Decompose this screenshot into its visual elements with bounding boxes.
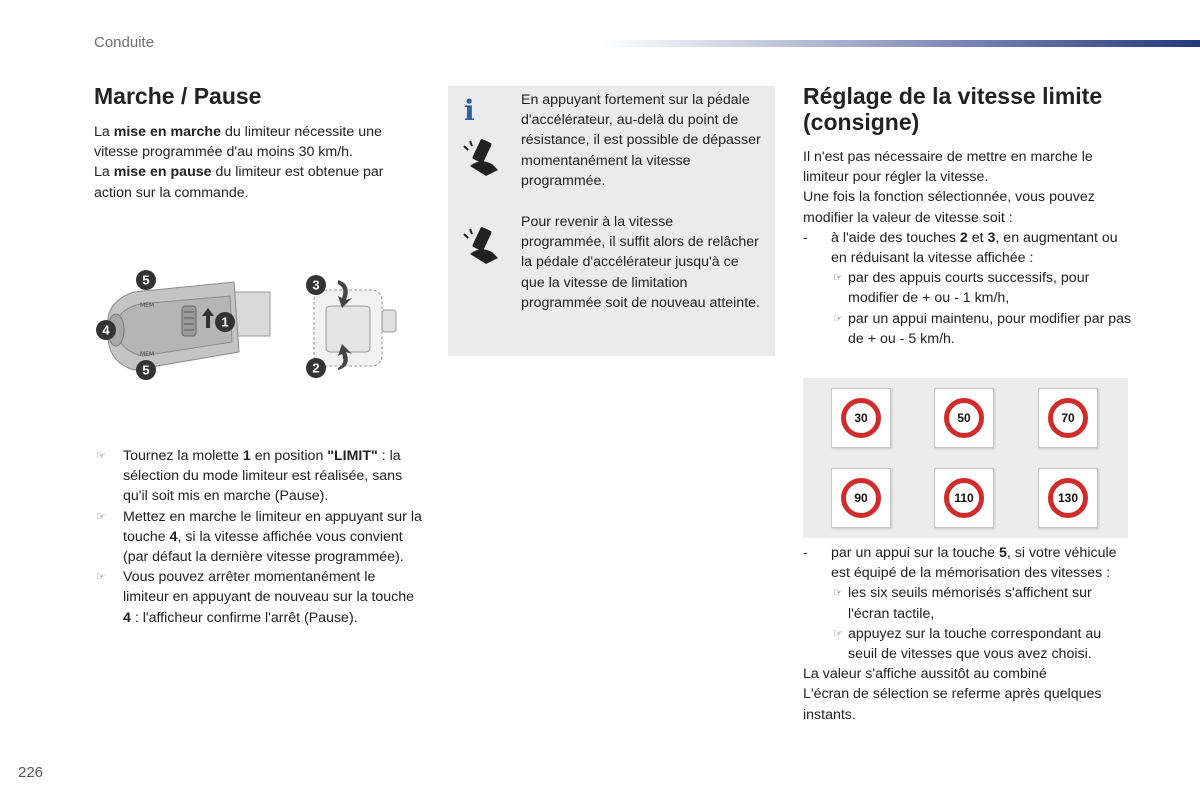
- svg-text:MEM: MEM: [140, 351, 155, 358]
- pedal-press-icon: [462, 136, 506, 180]
- option-touches: - à l'aide des touches 2 et 3, en augmentant ou en réduisant la vitesse affichée :: [803, 229, 1118, 267]
- step-item: ☞ Tournez la molette 1 en position "LIMIT" : la sélection du mode limiteur est réalisée, sans qu'il soit mis en marche (Pause).: [96, 448, 403, 505]
- pointing-hand-icon: ☞: [833, 312, 843, 325]
- intro-line-1: La mise en marche du limiteur nécessite une vitesse programmée d'au moins 30 km/h.: [94, 124, 382, 161]
- info-box: [448, 86, 775, 356]
- svg-text:MEM: MEM: [140, 302, 155, 309]
- speed-tile-90[interactable]: [831, 468, 891, 528]
- speed-tile-130[interactable]: [1038, 468, 1098, 528]
- callout-3: 3: [312, 277, 320, 293]
- callout-badge: [306, 275, 326, 295]
- speed-tile-70[interactable]: [1038, 388, 1098, 448]
- outro-line-2: L'écran de sélection se referme après quelques instants.: [803, 686, 1102, 723]
- intro-line-2: La mise en pause du limiteur est obtenue par action sur la commande.: [94, 164, 384, 201]
- step-item: ☞ Mettez en marche le limiteur en appuyant sur la touche 4, si la vitesse affichée vous convient (par défaut la dernière vitesse programmée).: [96, 508, 422, 566]
- steering-control-illustration: [94, 266, 409, 386]
- option-memorisation: - par un appui sur la touche 5, si votre véhicule est équipé de la mémorisation des vitesses :: [803, 545, 1117, 582]
- marche-pause-title: Marche / Pause: [94, 83, 262, 109]
- step-item: ☞ Vous pouvez arrêter momentanément le limiteur en appuyant de nouveau sur la touche 4 : l'afficheur confirme l'arrêt (Pause).: [96, 569, 415, 626]
- callout-badge: [136, 270, 156, 290]
- speed-limit-sign-icon: 30: [841, 398, 881, 438]
- pointing-hand-icon: ☞: [96, 571, 106, 584]
- speed-limit-sign-icon: 50: [944, 398, 984, 438]
- speed-tile-50[interactable]: [934, 388, 994, 448]
- sub-step-item: ☞ par un appui maintenu, pour modifier par pas de + ou - 5 km/h.: [833, 310, 1132, 347]
- pointing-hand-icon: ☞: [96, 450, 106, 462]
- reglage-intro: [803, 147, 1133, 349]
- info-icon: i: [464, 94, 475, 127]
- speed-limit-sign-icon: 110: [944, 478, 984, 518]
- reglage-intro-1: Il n'est pas nécessaire de mettre en marche le limiteur pour régler la vitesse.: [803, 149, 1093, 186]
- info-paragraph-1: En appuyant fortement sur la pédale d'accélérateur, au-delà du point de résistance, il est possible de dépasser momentanément la vitesse programmée.: [521, 92, 761, 189]
- marche-pause-steps: [94, 446, 424, 628]
- callout-4: 4: [102, 322, 110, 338]
- speed-tile-110[interactable]: [934, 468, 994, 528]
- info-paragraph-2: Pour revenir à la vitesse programmée, il suffit alors de relâcher la pédale d'accélérateur jusqu'à ce que la vitesse de limitation programmée soit de nouveau atteinte.: [521, 214, 760, 311]
- sub-step-item: ☞ appuyez sur la touche correspondant au seuil de vitesses que vous avez choisi.: [833, 625, 1102, 663]
- speed-limit-sign-icon: 90: [841, 478, 881, 518]
- speed-limit-sign-icon: 70: [1048, 398, 1088, 438]
- header-bar: [600, 40, 1200, 47]
- speed-memory-panel: [803, 378, 1128, 538]
- speed-tile-30[interactable]: [831, 388, 891, 448]
- sub-step-item: ☞ par des appuis courts successifs, pour modifier de + ou - 1 km/h,: [833, 270, 1090, 307]
- rear-control-drawing: [312, 277, 396, 370]
- callout-5-top: 5: [142, 272, 150, 288]
- callout-2: 2: [312, 360, 320, 376]
- outro-line-1: La valeur s'affiche aussitôt au combiné: [803, 666, 1047, 683]
- callout-badge: [96, 320, 116, 340]
- control-stalk-drawing: [108, 282, 270, 370]
- pointing-hand-icon: ☞: [833, 627, 843, 640]
- dash-marker: -: [803, 545, 808, 561]
- callout-badge: [306, 358, 326, 378]
- marche-pause-intro: [94, 122, 424, 203]
- callout-badge: [215, 312, 235, 332]
- reglage-intro-2: Une fois la fonction sélectionnée, vous pouvez modifier la valeur de vitesse soit :: [803, 189, 1095, 226]
- pointing-hand-icon: ☞: [833, 587, 843, 600]
- callout-5-bottom: 5: [142, 362, 150, 378]
- pointing-hand-icon: ☞: [96, 510, 106, 523]
- reglage-title: Réglage de la vitesse limite (consigne): [803, 83, 1103, 135]
- dash-marker: -: [803, 229, 808, 246]
- page-number: 226: [18, 764, 44, 781]
- section-label: Conduite: [94, 34, 155, 51]
- reglage-memorisation: [803, 543, 1133, 725]
- speed-limit-sign-icon: 130: [1048, 478, 1088, 518]
- callout-badge: [136, 360, 156, 380]
- pedal-release-icon: [462, 224, 506, 268]
- pointing-hand-icon: ☞: [833, 272, 843, 285]
- callout-1: 1: [221, 314, 229, 330]
- sub-step-item: ☞ les six seuils mémorisés s'affichent sur l'écran tactile,: [833, 585, 1092, 622]
